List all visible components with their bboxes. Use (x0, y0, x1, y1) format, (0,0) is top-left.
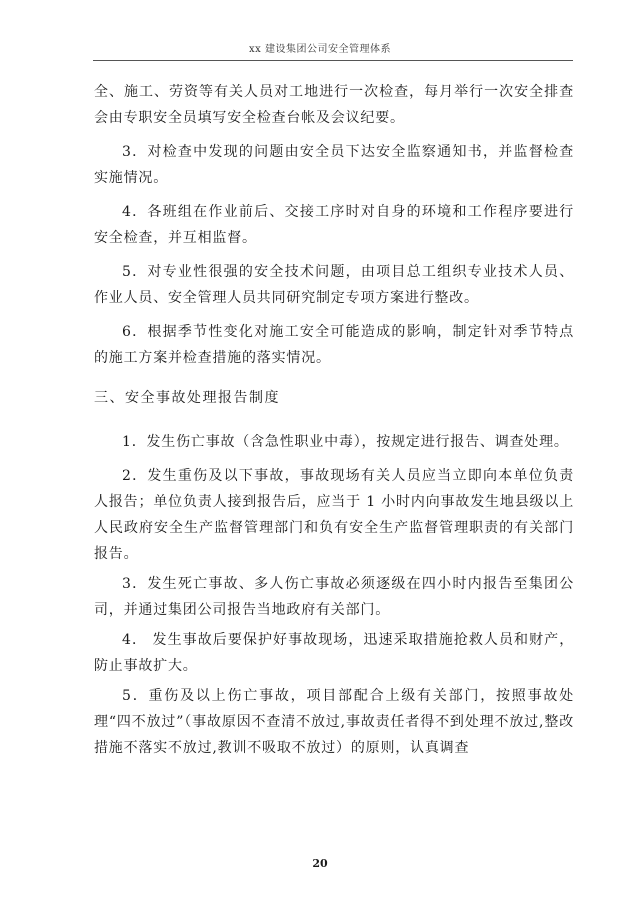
section-heading: 三、安全事故处理报告制度 (94, 390, 280, 406)
page-number: 20 (312, 857, 328, 870)
report-item-5: 5．重伤及以上伤亡事故，项目部配合上级有关部门，按照事故处理“四不放过”（事故原因不查清不放过,事故责任者得不到处理不放过,整改措施不落实不放过,教训不吸取不放过）的原则，认真调查 (94, 688, 574, 756)
document-body (94, 79, 574, 765)
page-header: xx 建设集团公司安全管理体系 (249, 44, 391, 55)
report-item-4: 4． 发生事故后要保护好事故现场，迅速采取措施抢救人员和财产，防止事故扩大。 (94, 632, 574, 674)
report-item-1: 1．发生伤亡事故（含急性职业中毒），按规定进行报告、调查处理。 (122, 434, 569, 450)
report-item-2: 2．发生重伤及以下事故，事故现场有关人员应当立即向本单位负责人报告；单位负责人接到报告后，应当于 1 小时内向事故发生地县级以上人民政府安全生产监督管理部门和负有安全生产监督管理职责的有关部门报告。 (94, 468, 574, 562)
header-divider (93, 60, 573, 61)
paragraph-continuation: 全、施工、劳资等有关人员对工地进行一次检查，每月举行一次安全排查会由专职安全员填写安全检查台帐及会议纪要。 (94, 84, 574, 126)
paragraph-item-4: 4．各班组在作业前后、交接工序时对自身的环境和工作程序要进行安全检查，并互相监督。 (94, 204, 574, 246)
report-item-3: 3．发生死亡事故、多人伤亡事故必须逐级在四小时内报告至集团公司，并通过集团公司报告当地政府有关部门。 (94, 576, 574, 618)
paragraph-item-3: 3．对检查中发现的问题由安全员下达安全监察通知书，并监督检查实施情况。 (94, 144, 574, 186)
paragraph-item-5: 5．对专业性很强的安全技术问题，由项目总工组织专业技术人员、作业人员、安全管理人员共同研究制定专项方案进行整改。 (94, 264, 574, 306)
paragraph-item-6: 6．根据季节性变化对施工安全可能造成的影响，制定针对季节特点的施工方案并检查措施的落实情况。 (94, 324, 574, 366)
